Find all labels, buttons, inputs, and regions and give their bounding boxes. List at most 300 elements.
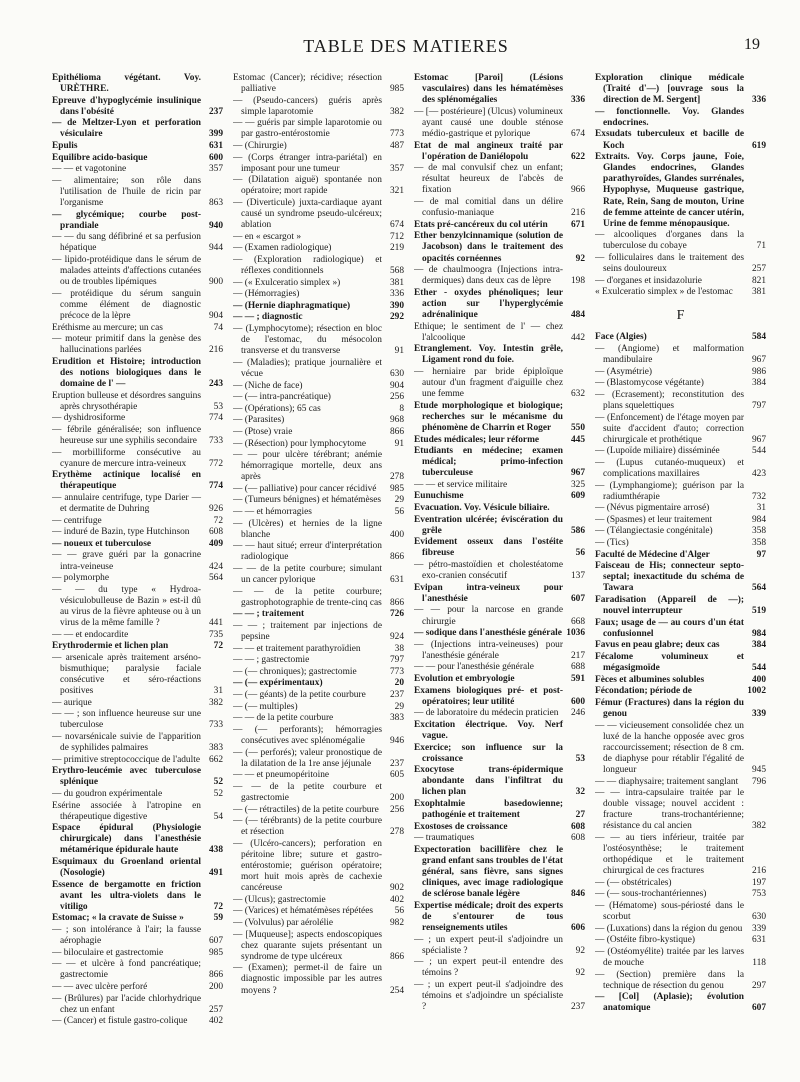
index-entry <box>52 994 223 1016</box>
index-entry <box>52 493 223 515</box>
index-entry <box>414 367 585 400</box>
entry-text: — (Hémorragies) <box>233 289 300 300</box>
entry-page: 940 <box>208 220 223 231</box>
entry-page: 54 <box>213 811 223 822</box>
entry-page: 400 <box>751 674 766 685</box>
entry-text: — — grave guéri par la gonacrine intra-veineuse <box>52 550 201 572</box>
entry-page: 591 <box>570 673 585 684</box>
entry-text: — (— multiples) <box>233 701 298 712</box>
entry-page: 384 <box>751 640 766 651</box>
entry-page: 984 <box>751 628 766 639</box>
index-entry <box>233 439 404 450</box>
index-entry <box>233 621 404 643</box>
entry-page: 607 <box>208 936 223 947</box>
index-entry <box>52 539 223 550</box>
entry-text: — ; un expert peut-il entendre des témoins ? <box>414 957 563 979</box>
entry-page: 118 <box>752 958 766 969</box>
entry-text: Fécondation; période de <box>595 686 692 697</box>
entry-page: 243 <box>208 379 223 390</box>
entry-page: 358 <box>751 526 766 537</box>
index-entry <box>595 561 766 594</box>
entry-text: — — et endocardite <box>52 629 129 640</box>
entry-page: 382 <box>751 821 766 832</box>
entry-text: — — pour ulcère térébrant; anémie hémorragique mortelle, deux ans après <box>233 450 382 483</box>
index-entry <box>414 515 585 537</box>
entry-text: — de chaulmoogra (Injections intra-dermiques) dans deux cas de lèpre <box>414 265 563 287</box>
entry-text: — (Chirurgie) <box>233 141 287 152</box>
entry-page: 924 <box>389 632 404 643</box>
entry-page: 381 <box>389 277 404 288</box>
entry-page: 237 <box>570 1002 585 1013</box>
entry-page: 198 <box>570 276 585 287</box>
section-letter: F <box>676 308 685 324</box>
entry-page: 297 <box>751 980 766 991</box>
entry-page: 967 <box>751 355 766 366</box>
entry-text: Eunuchisme <box>414 491 464 502</box>
index-entry <box>233 690 404 701</box>
entry-text: — (Section) première dans la technique de résection du genou <box>595 969 744 991</box>
entry-text: Equilibre acido-basique <box>52 152 148 163</box>
entry-page: 688 <box>570 662 585 673</box>
entry-text: Etranglement. Voy. Intestin grêle, Ligament rond du foie. <box>414 344 563 366</box>
index-entry <box>233 278 404 289</box>
entry-page: 402 <box>389 894 404 905</box>
entry-page: 733 <box>208 436 223 446</box>
entry-page: 257 <box>208 1004 223 1015</box>
index-entry <box>595 992 766 1014</box>
index-column-4 <box>595 73 766 1073</box>
index-entry <box>595 889 766 900</box>
entry-page: 674 <box>389 220 404 231</box>
index-entry <box>595 970 766 992</box>
index-entry <box>52 413 223 424</box>
entry-page: 390 <box>389 300 404 311</box>
entry-page: 20 <box>394 678 404 689</box>
entry-text: Exostoses de croissance <box>414 821 508 832</box>
entry-page: 216 <box>751 866 766 877</box>
index-entry <box>52 755 223 766</box>
entry-text: — — avec ulcère perforé <box>52 982 148 992</box>
entry-page: 797 <box>751 400 766 411</box>
entry-text: — — ; diagnostic <box>233 312 303 323</box>
index-entry <box>233 301 404 312</box>
entry-page: 56 <box>394 906 404 917</box>
entry-text: — morbilliforme consécutive au cyanure de mercure intra-veineux <box>52 447 201 469</box>
entry-text: Faculté de Médecine d'Alger <box>595 549 710 560</box>
entry-page: 32 <box>575 787 585 798</box>
entry-page: 484 <box>570 309 585 320</box>
entry-text: — (Asymétrie) <box>595 366 653 377</box>
index-entry <box>595 332 766 343</box>
index-entry <box>52 641 223 652</box>
entry-text: Essence de bergamotte en friction avant les ultra-violets dans le vitiligo <box>52 879 201 912</box>
index-entry <box>595 550 766 561</box>
entry-text: — (Ecrasement); reconstitution des plans squelettiques <box>595 389 744 411</box>
entry-text: Favus en peau glabre; deux cas <box>595 640 720 651</box>
index-entry <box>233 644 404 655</box>
entry-text: — folliculaires dans le traitement des seins douloureux <box>595 253 744 275</box>
index-entry <box>233 381 404 392</box>
index-entry <box>595 152 766 230</box>
entry-text: — — et pneumopéritoine <box>233 770 330 781</box>
index-entry <box>52 925 223 947</box>
index-entry <box>414 686 585 708</box>
entry-page: 985 <box>389 483 404 494</box>
entry-page: 966 <box>570 185 585 196</box>
entry-page: 72 <box>213 515 223 526</box>
index-entry <box>233 725 404 747</box>
entry-page: 72 <box>213 641 223 652</box>
entry-page: 29 <box>394 495 404 506</box>
entry-page: 900 <box>208 277 223 288</box>
entry-text: — — de la petite courbure; gastrophotographie de trente-cinq cas <box>233 586 382 608</box>
index-entry <box>233 541 404 563</box>
entry-text: — — intra-capsulaire traitée par le double vissage; nouvel accident : fracture trans-trochantérienne; résistance du cal ancien <box>595 788 744 832</box>
index-entry <box>414 674 585 685</box>
index-entry <box>595 777 766 788</box>
index-entry <box>595 367 766 378</box>
entry-page: 53 <box>213 401 223 412</box>
entry-text: — (Tics) <box>595 538 629 549</box>
entry-page: 402 <box>208 1016 223 1027</box>
entry-text: Expertise médicale; droit des experts de s'entourer de tous renseignements utiles <box>414 900 563 934</box>
entry-text: — (Résection) pour lymphocytome <box>233 438 367 449</box>
index-entry <box>595 390 766 412</box>
entry-page: 441 <box>208 618 223 628</box>
index-entry <box>595 675 766 686</box>
entry-text: — (Cancer) et fistule gastro-colique <box>52 1016 188 1027</box>
index-entry <box>52 1016 223 1027</box>
entry-page: 866 <box>208 970 223 981</box>
entry-text: — (— rétractiles) de la petite courbure <box>233 804 379 815</box>
entry-page: 772 <box>208 458 223 469</box>
entry-text: — annulaire centrifuge, type Darier — et dermatite de Duhring <box>52 492 201 515</box>
entry-text: Eruption bulleuse et désordres sanguins après chrysothérapie <box>52 390 201 412</box>
entry-text: Examens biologiques pré- et post-opératoires; leur utilité <box>414 685 563 707</box>
index-entry <box>233 153 404 175</box>
entry-page: 568 <box>389 266 404 277</box>
entry-text: — de Meltzer-Lyon et perforation vésiculaire <box>52 118 201 140</box>
entry-text: Ether - oxydes phénoliques; leur action sur l'hyperglycémie adrénalinique <box>414 287 563 320</box>
index-entry <box>233 73 404 95</box>
index-entry <box>52 391 223 413</box>
index-entry <box>414 537 585 559</box>
entry-page: 237 <box>208 106 223 117</box>
page-header <box>52 36 760 60</box>
entry-page: 926 <box>208 504 223 515</box>
entry-text: — (Ptose) vraie <box>233 426 293 437</box>
entry-page: 256 <box>389 392 404 403</box>
entry-text: — biloculaire et gastrectomie <box>52 947 164 958</box>
entry-text: Esquimaux du Groenland oriental (Nosologie) <box>52 856 201 879</box>
index-entry <box>52 585 223 629</box>
index-entry <box>52 210 223 232</box>
entry-text: — de laboratoire du médecin praticien <box>414 708 559 719</box>
index-entry <box>233 678 404 689</box>
entry-page: 866 <box>389 426 404 437</box>
index-column-2 <box>233 73 404 1073</box>
entry-text: — ; un expert peut-il s'adjoindre un spécialiste ? <box>414 934 563 956</box>
entry-text: — (Corps étranger intra-pariétal) en imposant pour une tumeur <box>233 152 382 174</box>
entry-text: — de mal convulsif chez un enfant; résultat heureux de l'abcès de fixation <box>414 163 563 196</box>
index-entry <box>52 709 223 731</box>
index-entry <box>595 788 766 832</box>
entry-text: — (Diverticule) juxta-cardiaque ayant causé un syndrome pseudo-ulcéreux; ablation <box>233 198 382 231</box>
index-entry <box>414 491 585 502</box>
entry-text: Etat de mal angineux traité par l'opération de Daniélopolu <box>414 140 563 162</box>
index-entry <box>595 652 766 674</box>
entry-text: — noueux et tuberculose <box>52 538 152 549</box>
index-entry <box>595 686 766 697</box>
entry-text: — (Parasites) <box>233 415 285 426</box>
entry-page: 607 <box>570 593 585 604</box>
entry-text: Epreuve d'hypoglycémie insulinique dans l'obésité <box>52 95 201 117</box>
entry-page: 487 <box>389 141 404 152</box>
index-entry <box>414 901 585 934</box>
entry-text: Exploration clinique médicale (Traité d'—) [ouvrage sous la direction de M. Sergent] <box>595 73 744 106</box>
index-entry <box>414 503 585 514</box>
index-entry <box>414 141 585 163</box>
index-columns <box>52 73 766 1073</box>
entry-text: — — haut situé; erreur d'interprétation radiologique <box>233 541 382 563</box>
index-entry <box>414 401 585 434</box>
index-entry <box>414 480 585 491</box>
entry-page: 902 <box>389 883 404 894</box>
entry-page: 944 <box>208 243 223 254</box>
entry-text: — (Hernie diaphragmatique) <box>233 300 351 311</box>
entry-text: — (Tumeurs bénignes) et hématémèses <box>233 495 382 506</box>
entry-text: Evipan intra-veineux pour l'anesthésie <box>414 582 563 604</box>
entry-page: 866 <box>389 951 404 962</box>
entry-page: 336 <box>570 95 585 106</box>
entry-page: 904 <box>208 310 223 321</box>
entry-page: 53 <box>575 753 585 764</box>
entry-page: 216 <box>208 345 223 356</box>
entry-page: 357 <box>389 163 404 174</box>
entry-page: 519 <box>751 606 766 617</box>
entry-page: 1036 <box>566 628 585 639</box>
entry-text: Estomac (Cancer); récidive; résection palliative <box>233 73 382 95</box>
entry-text: — (Ostéite fibro-kystique) <box>595 935 695 946</box>
entry-text: — — guéris par simple laparotomie ou par gastro-entérostomie <box>233 118 382 140</box>
entry-text: — (Lupus cutanéo-muqueux) et complications maxillaires <box>595 457 744 479</box>
index-entry <box>414 231 585 264</box>
entry-text: — (Niche de face) <box>233 380 303 391</box>
entry-page: 753 <box>751 889 766 900</box>
index-entry <box>52 232 223 254</box>
entry-page: 984 <box>751 514 766 525</box>
index-entry <box>595 924 766 935</box>
entry-text: Erythro-leucémie avec tuberculose splénique <box>52 766 201 788</box>
index-entry <box>414 957 585 979</box>
entry-text: — (— térébrants) de la petite courbure et résection <box>233 816 382 838</box>
entry-text: — (Brûlures) par l'acide chlorhydrique chez un enfant <box>52 993 201 1015</box>
entry-text: Espace épidural (Physiologie chirurgicale) dans l'anesthésie métamérique épidurale haute <box>52 823 201 856</box>
entry-text: — protéidique du sérum sanguin comme élément de diagnostic précoce de la lèpre <box>52 288 201 321</box>
index-entry <box>414 935 585 957</box>
index-entry <box>52 880 223 913</box>
entry-text: — — de la petite courbure; simulant un cancer pylorique <box>233 564 382 586</box>
index-entry <box>414 628 585 639</box>
entry-text: — (Lymphocytome); résection en bloc de l'estomac, du mésocolon transverse et du transverse <box>233 324 382 357</box>
index-entry <box>414 583 585 605</box>
entry-text: Esérine associée à l'atropine en thérapeutique digestive <box>52 800 201 822</box>
entry-text: Eventration ulcérée; éviscération du grêle <box>414 514 563 536</box>
entry-page: 550 <box>570 422 585 433</box>
index-entry <box>52 801 223 823</box>
entry-text: Fécalome volumineux et mégasigmoïde <box>595 652 744 674</box>
index-entry <box>414 640 585 662</box>
entry-text: — polymorphe <box>52 573 110 584</box>
entry-text: — primitive streptococcique de l'adulte <box>52 754 200 765</box>
index-entry <box>52 766 223 788</box>
entry-text: Exocytose trans-épidermique abondante dans l'infiltrat du lichen plan <box>414 765 563 798</box>
entry-text: Estomac; « la cravate de Suisse » <box>52 913 184 924</box>
entry-page: 544 <box>751 446 766 457</box>
entry-text: — dyshidrosiforme <box>52 413 126 424</box>
index-entry <box>414 107 585 140</box>
index-entry <box>52 141 223 152</box>
entry-page: 985 <box>389 84 404 95</box>
entry-page: 967 <box>570 468 585 479</box>
entry-text: Ethique; le sentiment de l' — chez l'alcoolique <box>414 321 563 343</box>
entry-text: — (Exploration radiologique) et réflexes conditionnels <box>233 255 382 277</box>
entry-text: — — ; traitement <box>233 609 305 620</box>
entry-page: 544 <box>751 663 766 674</box>
index-entry <box>233 519 404 541</box>
entry-page: 773 <box>389 129 404 140</box>
entry-text: — induré de Bazin, type Hutchinson <box>52 527 190 538</box>
entry-page: 986 <box>751 366 766 377</box>
entry-text: — alcooliques d'organes dans la tuberculose du cobaye <box>595 230 744 252</box>
entry-page: 56 <box>575 548 585 559</box>
index-entry <box>52 255 223 288</box>
entry-text: — aurique <box>52 697 92 708</box>
index-entry <box>52 789 223 800</box>
index-entry <box>414 197 585 219</box>
entry-page: 383 <box>208 743 223 754</box>
entry-page: 29 <box>394 701 404 712</box>
index-entry <box>233 587 404 609</box>
entry-page: 399 <box>208 129 223 140</box>
entry-text: — — ; gastrectomie <box>233 655 310 666</box>
index-entry <box>233 415 404 426</box>
index-entry <box>233 141 404 152</box>
entry-page: 442 <box>570 332 585 343</box>
entry-text: Faux; usage de — au cours d'un état confusionnel <box>595 617 744 639</box>
index-entry <box>233 324 404 357</box>
index-entry <box>233 782 404 804</box>
index-entry <box>233 816 404 838</box>
entry-page: 733 <box>208 720 223 731</box>
entry-page: 863 <box>208 198 223 209</box>
entry-page: 584 <box>751 332 766 343</box>
index-entry <box>233 404 404 415</box>
entry-text: — fébrile généralisée; son influence heureuse sur une syphilis secondaire <box>52 424 201 446</box>
entry-text: — ; un expert peut-il s'adjoindre des témoins et s'adjoindre un spécialiste ? <box>414 980 563 1013</box>
entry-page: 59 <box>213 913 223 924</box>
entry-page: 622 <box>570 151 585 162</box>
entry-text: — (Hématome) sous-périosté dans le scorbut <box>595 901 744 923</box>
index-entry <box>595 721 766 776</box>
entry-text: — (Ostéomyélite) traitée par les larves de mouche <box>595 946 744 969</box>
entry-page: 200 <box>208 982 223 992</box>
entry-text: — (Opérations); 65 cas <box>233 403 321 414</box>
index-entry <box>233 312 404 323</box>
entry-page: 52 <box>213 777 223 788</box>
entry-page: 630 <box>751 912 766 923</box>
entry-text: — d'organes et insidazolurie <box>595 275 702 286</box>
entry-text: — — ; son influence heureuse sur une tuberculose <box>52 709 201 731</box>
entry-text: — — du sang défibriné et sa perfusion hépatique <box>52 232 201 254</box>
index-entry <box>233 564 404 586</box>
entry-page: 773 <box>389 666 404 677</box>
entry-text: — glycémique; courbe post-prandiale <box>52 209 201 231</box>
index-entry <box>595 595 766 617</box>
index-entry <box>414 708 585 719</box>
entry-page: 671 <box>570 219 585 230</box>
entry-text: Estomac [Paroi] (Lésions vasculaires) dans les hématémèses des splénomégalies <box>414 73 563 106</box>
entry-page: 200 <box>389 792 404 803</box>
entry-page: 619 <box>751 140 766 151</box>
index-entry <box>233 450 404 483</box>
index-entry <box>414 344 585 366</box>
entry-page: 564 <box>208 573 223 584</box>
entry-text: Evolution et embryologie <box>414 673 515 684</box>
entry-page: 774 <box>208 413 223 424</box>
index-column-3 <box>414 73 585 1073</box>
index-entry <box>595 230 766 252</box>
entry-text: Epulis <box>52 141 78 152</box>
entry-text: Evidement osseux dans l'ostéite fibreuse <box>414 537 563 559</box>
entry-page: 674 <box>570 128 585 139</box>
entry-page: 325 <box>570 479 585 490</box>
entry-page: 237 <box>389 758 404 769</box>
entry-text: Exophtalmie basedowienne; pathogénie et traitement <box>414 799 563 821</box>
index-entry <box>52 527 223 538</box>
index-entry <box>233 930 404 963</box>
entry-text: — (« Exulceratio simplex ») <box>233 277 341 288</box>
index-entry <box>52 573 223 584</box>
entry-page: 668 <box>570 616 585 627</box>
entry-page: 216 <box>570 208 585 219</box>
entry-page: 438 <box>208 845 223 856</box>
entry-text: — — et vagotonine <box>52 164 127 175</box>
entry-text: — moteur primitif dans la genèse des hallucinations parlées <box>52 334 201 356</box>
index-entry <box>595 526 766 537</box>
index-entry <box>595 73 766 106</box>
entry-text: — (Spasmes) et leur traitement <box>595 514 713 525</box>
page-number: 19 <box>744 36 760 53</box>
entry-text: Expectoration bacillifère chez le grand enfant sans troubles de l'état général, sans fièvre, sans signes cliniques, avec image radiologique de sclérose banale légère <box>414 844 563 900</box>
entry-page: 31 <box>756 503 766 514</box>
entry-page: 91 <box>394 346 404 357</box>
index-entry <box>233 175 404 197</box>
index-entry <box>233 713 404 724</box>
entry-page: 608 <box>208 527 223 538</box>
entry-page: 292 <box>389 312 404 323</box>
entry-page: 336 <box>389 289 404 300</box>
entry-text: — (Injections intra-veineuses) pour l'anesthésie générale <box>414 639 563 661</box>
entry-page: 92 <box>575 253 585 264</box>
entry-text: — (— chroniques); gastrectomie <box>233 666 357 677</box>
entry-page: 946 <box>389 735 404 746</box>
entry-text: — — diaphysaire; traitement sanglant <box>595 776 739 787</box>
index-entry <box>414 435 585 446</box>
index-entry <box>595 446 766 457</box>
index-entry <box>414 822 585 833</box>
entry-page: 985 <box>208 947 223 958</box>
